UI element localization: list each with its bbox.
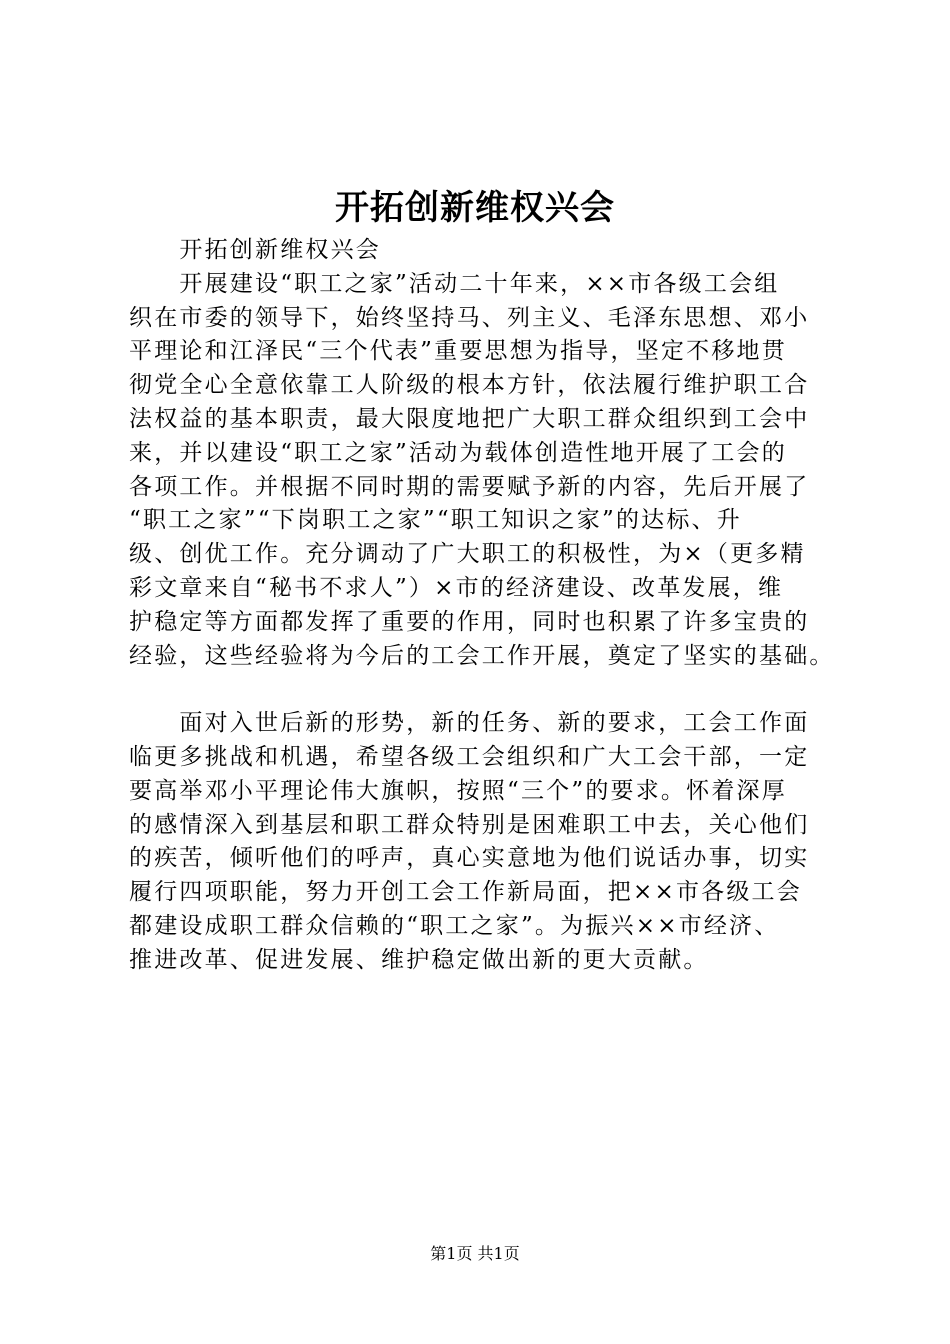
paragraph-line: 各项工作。并根据不同时期的需要赋予新的内容，先后开展了 bbox=[129, 473, 810, 500]
paragraph-line: 平理论和江泽民“三个代表”重要思想为指导，坚定不移地贯 bbox=[129, 338, 787, 365]
paragraph-line: 彩文章来自“秘书不求人”）×市的经济建设、改革发展，维 bbox=[129, 574, 784, 601]
subtitle-line: 开拓创新维权兴会 bbox=[129, 237, 381, 263]
paragraph-line: 面对入世后新的形势，新的任务、新的要求，工会工作面 bbox=[129, 710, 810, 737]
paragraph-line: 的感情深入到基层和职工群众特别是困难职工中去，关心他们 bbox=[129, 811, 810, 838]
page-footer: 第1页 共1页 bbox=[430, 1244, 520, 1263]
document-title: 开拓创新维权兴会 bbox=[335, 188, 615, 228]
paragraph-line: 开展建设“职工之家”活动二十年来，××市各级工会组 bbox=[129, 270, 780, 297]
paragraph-line: 的疾苦，倾听他们的呼声，真心实意地为他们说话办事，切实 bbox=[129, 845, 810, 872]
document-body bbox=[129, 234, 835, 978]
paragraph-line: 要高举邓小平理论伟大旗帜，按照“三个”的要求。怀着深厚 bbox=[129, 777, 787, 804]
paragraph-line: 级、创优工作。充分调动了广大职工的积极性，为×（更多精 bbox=[129, 541, 806, 568]
paragraph-line: 推进改革、促进发展、维护稳定做出新的更大贡献。 bbox=[129, 946, 709, 973]
paragraph-line: 织在市委的领导下，始终坚持马、列主义、毛泽东思想、邓小 bbox=[129, 304, 810, 331]
paragraph-line: 彻党全心全意依靠工人阶级的根本方针，依法履行维护职工合 bbox=[129, 372, 810, 399]
paragraph-spacer bbox=[129, 673, 829, 707]
paragraph-line: 都建设成职工群众信赖的“职工之家”。为振兴××市经济、 bbox=[129, 912, 780, 939]
paragraph-1 bbox=[129, 268, 835, 674]
paragraph-2 bbox=[129, 707, 829, 977]
paragraph-line: “职工之家”“下岗职工之家”“职工知识之家”的达标、升 bbox=[129, 507, 742, 534]
paragraph-line: 护稳定等方面都发挥了重要的作用，同时也积累了许多宝贵的 bbox=[129, 608, 810, 635]
paragraph-line: 经验，这些经验将为今后的工会工作开展，奠定了坚实的基础。 bbox=[129, 642, 835, 669]
paragraph-line: 临更多挑战和机遇，希望各级工会组织和广大工会干部，一定 bbox=[129, 743, 810, 770]
paragraph-line: 来，并以建设“职工之家”活动为载体创造性地开展了工会的 bbox=[129, 439, 787, 466]
paragraph-line: 履行四项职能，努力开创工会工作新局面，把××市各级工会 bbox=[129, 879, 802, 906]
paragraph-line: 法权益的基本职责，最大限度地把广大职工群众组织到工会中 bbox=[129, 405, 810, 432]
